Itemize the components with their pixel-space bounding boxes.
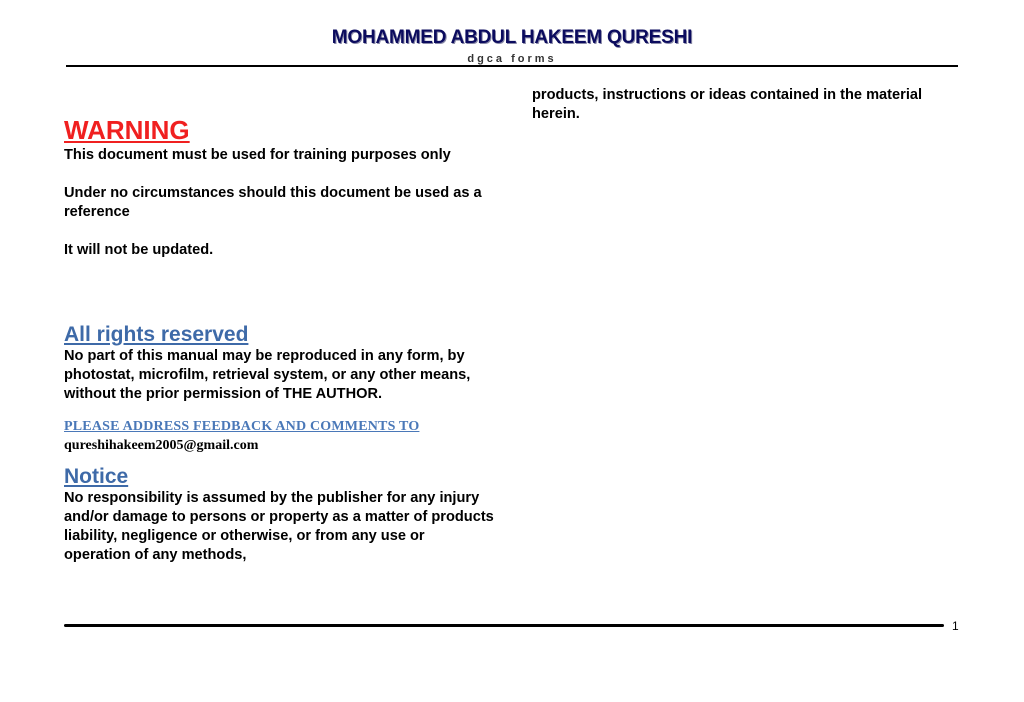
left-column xyxy=(64,114,494,565)
warning-line-updates: It will not be updated. xyxy=(64,242,214,258)
spacer xyxy=(64,404,494,418)
notice-text-part1: No responsibility is assumed by the publisher for any injury and/or damage to persons or property as a matter of products liability, negligence or otherwise, or from any use or operation of any methods, xyxy=(64,490,494,563)
warning-line-training: This document must be used for training purposes only xyxy=(64,147,451,163)
rights-text: No part of this manual may be reproduced in any form, by photostat, microfilm, retrieval system, or any other means, without the prior permission of THE AUTHOR. xyxy=(64,348,471,402)
notice-text-part2: products, instructions or ideas contained in the material herein. xyxy=(532,87,923,122)
feedback-link[interactable]: PLEASE ADDRESS FEEDBACK AND COMMENTS TO xyxy=(64,419,420,434)
feedback-email: qureshihakeem2005@gmail.com xyxy=(64,438,259,453)
page-number: 1 xyxy=(952,619,959,633)
document-header-subtitle: dgca forms xyxy=(467,53,557,65)
header-rule xyxy=(66,65,958,67)
footer-rule xyxy=(64,624,944,627)
warning-heading: WARNING xyxy=(64,115,190,145)
notice-heading: Notice xyxy=(64,465,129,488)
spacer xyxy=(64,260,494,323)
warning-line-reference: Under no circumstances should this document be used as a reference xyxy=(64,185,482,220)
rights-heading: All rights reserved xyxy=(64,323,249,346)
spacer xyxy=(64,222,494,241)
spacer xyxy=(64,165,494,184)
right-column xyxy=(532,86,942,124)
spacer xyxy=(64,456,494,465)
document-header-title: MOHAMMED ABDUL HAKEEM QURESHI xyxy=(331,27,693,48)
